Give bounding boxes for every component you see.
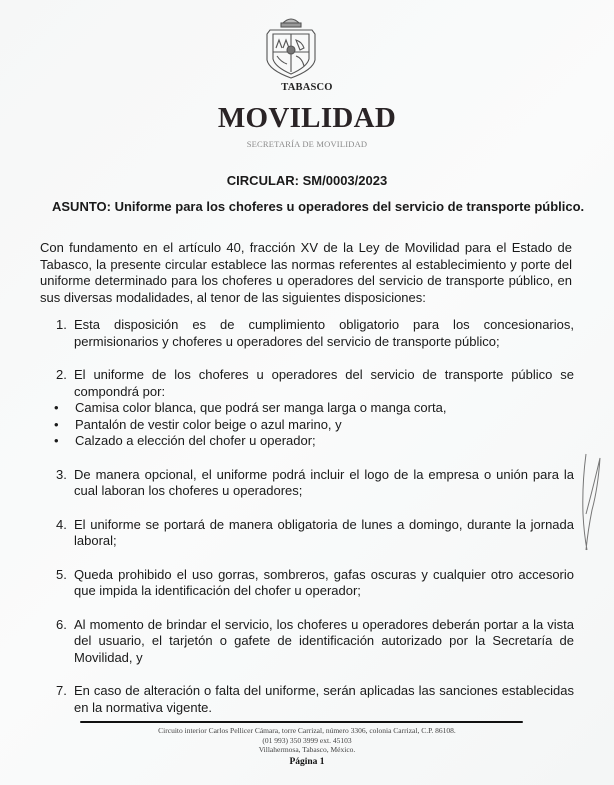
item-text: Al momento de brindar el servicio, los choferes u operadores deberán portar a la vista del usuario, el tarjetón o gafete de identificación autorizado por la Secretaría de Movilidad, y <box>74 616 574 665</box>
agency-title: MOVILIDAD <box>217 102 397 134</box>
list-item <box>40 567 574 600</box>
footer-phone: (01 993) 350 3999 ext. 45103 <box>262 735 352 745</box>
list-item <box>40 617 574 667</box>
bullet-text: Camisa color blanca, que podrá ser manga larga o manga corta, <box>75 400 447 415</box>
footer-city: Villahermosa, Tabasco, México. <box>258 745 356 754</box>
item-text: De manera opcional, el uniforme podrá incluir el logo de la empresa o unión para la cual laboran los choferes u operadores; <box>74 466 574 498</box>
list-item <box>40 517 574 550</box>
agency-subtitle: SECRETARÍA DE MOVILIDAD <box>246 139 368 149</box>
bullet-icon: • <box>54 433 59 448</box>
item-text: En caso de alteración o falta del uniforme, serán aplicadas las sanciones establecidas en la normativa vigente. <box>74 683 574 715</box>
item-number: 2. <box>56 367 67 382</box>
list-item <box>40 317 574 350</box>
footer-divider <box>80 721 523 723</box>
item-number: 3. <box>56 466 67 482</box>
bullet-icon: • <box>54 416 59 432</box>
provisions-list <box>40 317 574 733</box>
footer-address <box>0 726 614 755</box>
state-name: TABASCO <box>281 82 333 93</box>
item-number: 7. <box>56 683 67 698</box>
item-number: 5. <box>56 566 67 582</box>
bullet-text: Calzado a elección del chofer u operador; <box>75 433 316 448</box>
item-text: El uniforme se portará de manera obligatoria de lunes a domingo, durante la jornada laboral; <box>74 516 574 548</box>
bullet-item <box>40 433 574 450</box>
page-number: Página 1 <box>289 757 325 767</box>
bullet-text: Pantalón de vestir color beige o azul marino, y <box>75 416 342 432</box>
bullet-item <box>40 417 574 434</box>
list-item <box>40 467 574 500</box>
item-text: Esta disposición es de cumplimiento obligatorio para los concesionarios, permisionarios y choferes u operadores del servicio de transporte público; <box>74 317 574 349</box>
circular-number: CIRCULAR: SM/0003/2023 <box>226 173 388 188</box>
coat-of-arms-icon <box>262 10 320 82</box>
item-text: Queda prohibido el uso gorras, sombreros, gafas oscuras y cualquier otro accesorio que impida la identificación del chofer u operador; <box>74 566 574 598</box>
item-number: 6. <box>56 616 67 632</box>
item-number: 4. <box>56 516 67 532</box>
item-number: 1. <box>56 317 67 332</box>
bullet-icon: • <box>54 400 59 415</box>
list-item <box>40 367 574 450</box>
intro-paragraph: Con fundamento en el artículo 40, fracción XV de la Ley de Movilidad para el Estado de Tabasco, la presente circular establece las normas referentes al establecimiento y porte del uniforme determinado para los choferes u operadores del servicio de transporte público, en sus diversas modalidades, al tenor de las siguientes disposiciones: <box>40 240 572 305</box>
subject-line: ASUNTO: Uniforme para los choferes u operadores del servicio de transporte público. <box>52 199 585 214</box>
bullet-item <box>40 400 574 417</box>
signature-icon <box>578 452 608 552</box>
list-item <box>40 683 574 716</box>
item-text: El uniforme de los choferes u operadores del servicio de transporte público se compondrá por: <box>74 367 574 399</box>
uniform-bullets <box>40 400 574 450</box>
footer-street: Circuito interior Carlos Pellicer Cámara, torre Carrizal, número 3306, colonia Carrizal, C.P. 86108. <box>158 726 456 735</box>
